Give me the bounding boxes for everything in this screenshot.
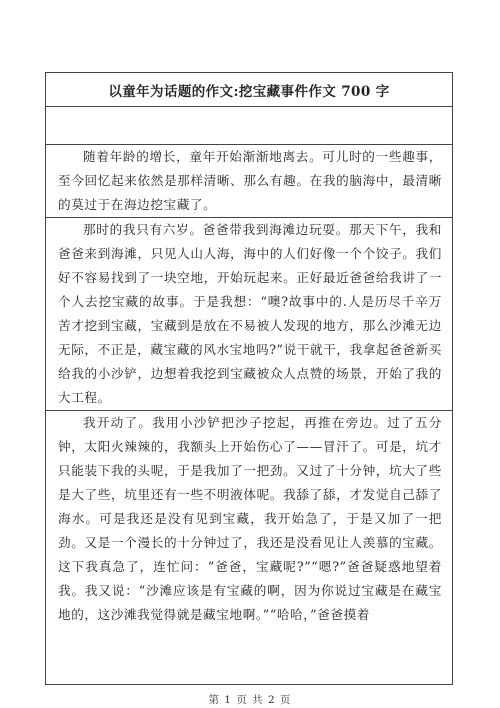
paragraph-3: 我开动了。我用小沙铲把沙子挖起，再推在旁边。过了五分钟，太阳火辣辣的，我额头上开始伤心了——冒汗了。可是，坑才只能装下我的头呢，于是我加了一把劲。又过了十分钟，坑大了些是大了些，坑里还有一些不明液体呢。我舔了舔，才发觉自己舔了海水。可是我还是没有见到宝藏，我开始急了，于是又加了一把劲。又是一个漫长的十分钟过了，我还是没看见让人羡慕的宝藏。这下我真急了，连忙问：“爸爸，宝藏呢?”“嗯?”爸爸疑惑地望着我。我又说：“沙滩应该是有宝藏的啊，因为你说过宝藏是在藏宝地的，这沙滩我觉得就是藏宝地啊。”“哈哈，”爸爸摸着	[58, 415, 442, 622]
paragraph-2: 那时的我只有六岁。爸爸带我到海滩边玩耍。那天下午，我和爸爸来到海滩，只见人山人海，海中的人们好像一个个饺子。我们好不容易找到了一块空地，开始玩起来。正好最近爸爸给我讲了一个人去挖宝藏的故事。于是我想：“噢?故事中的.人是历尽千辛万苦才挖到宝藏，宝藏到是放在不易被人发现的地方，那么沙滩无边无际，不正是，藏宝藏的风水宝地吗?”说干就干，我拿起爸爸新买给我的小沙铲，边想着我挖到宝藏被众人点赞的场景，开始了我的大工程。	[46, 218, 452, 411]
document-frame	[45, 72, 453, 685]
document-title: 以童年为话题的作文:挖宝藏事件作文 700 字	[108, 83, 390, 100]
page-footer: 第 1 页 共 2 页	[208, 694, 292, 706]
paragraph-1: 随着年龄的增长，童年开始渐渐地离去。可儿时的一些趣事，至今回忆起来依然是那样清晰、那么有趣。在我的脑海中，最清晰的莫过于在海边挖宝藏了。	[46, 145, 452, 218]
spacer-row	[46, 107, 452, 145]
document-body	[46, 145, 452, 627]
title-row	[46, 73, 452, 107]
